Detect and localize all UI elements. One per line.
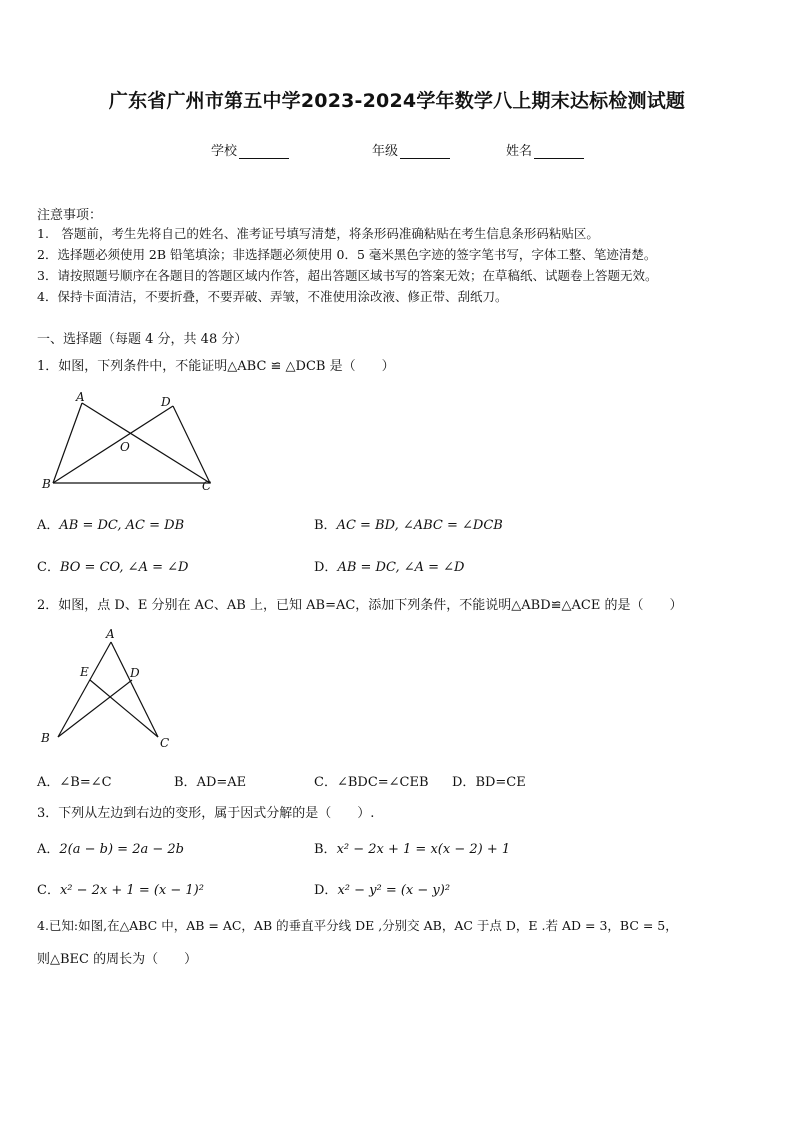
- option-letter: B．: [174, 775, 197, 790]
- school-blank: [239, 144, 289, 159]
- note-item: 3．请按照题号顺序在各题目的答题区域内作答，超出答题区域书写的答案无效；在草稿纸、试题卷上答题无效。: [37, 268, 658, 283]
- name-field: [506, 140, 584, 159]
- option-text: AD=AE: [196, 775, 247, 790]
- question-1-stem: 1．如图，下列条件中，不能证明△ABC ≌ △DCB 是（ ）: [37, 359, 395, 374]
- q3-option-b: [314, 838, 510, 857]
- option-letter: A．: [37, 842, 60, 857]
- option-letter: C．: [37, 560, 60, 575]
- grade-blank: [400, 144, 450, 159]
- name-blank: [534, 144, 584, 159]
- option-letter: C．: [37, 883, 60, 898]
- note-item: 1. 答题前，考生先将自己的姓名、准考证号填写清楚，将条形码准确粘贴在考生信息条形码粘贴区。: [37, 226, 599, 241]
- option-text: 2(a − b) = 2a − 2b: [59, 842, 184, 857]
- q3-option-a: [37, 838, 184, 857]
- option-text: BO = CO, ∠A = ∠D: [59, 560, 189, 575]
- q1-option-a: [37, 514, 184, 533]
- q1-label-o: O: [120, 440, 130, 454]
- option-text: AB = DC, AC = DB: [59, 518, 185, 533]
- option-text: x² − 2x + 1 = (x − 1)²: [59, 883, 204, 898]
- q2-option-d: [452, 771, 526, 790]
- q1-option-d: [314, 556, 464, 575]
- grade-label: 年级: [372, 144, 399, 159]
- option-text: ∠B=∠C: [59, 775, 112, 790]
- school-label: 学校: [211, 144, 238, 159]
- name-label: 姓名: [506, 144, 533, 159]
- option-text: x² − y² = (x − y)²: [337, 883, 451, 898]
- school-field: [211, 140, 289, 159]
- q2-label-c: C: [160, 736, 170, 750]
- q3-option-c: [37, 879, 204, 898]
- option-text: x² − 2x + 1 = x(x − 2) + 1: [336, 842, 511, 857]
- option-letter: D．: [452, 775, 476, 790]
- q2-option-b: [174, 771, 246, 790]
- option-text: AC = BD, ∠ABC = ∠DCB: [336, 518, 503, 533]
- question-2-stem: 2．如图，点 D、E 分别在 AC、AB 上，已知 AB=AC，添加下列条件，不能说明△ABD≌△ACE 的是（ ）: [37, 598, 683, 613]
- question-4-line-1: 4.已知:如图,在△ABC 中，AB = AC，AB 的垂直平分线 DE ,分别交 AB，AC 于点 D，E .若 AD = 3，BC = 5，: [37, 918, 678, 933]
- q1-label-b: B: [42, 477, 51, 491]
- q1-option-b: [314, 514, 503, 533]
- q3-option-d: [314, 879, 450, 898]
- question-3-stem: 3．下列从左边到右边的变形，属于因式分解的是（ ）.: [37, 806, 375, 821]
- option-letter: D．: [314, 560, 338, 575]
- q2-option-a: [37, 771, 112, 790]
- q2-label-d: D: [130, 666, 140, 680]
- option-text: AB = DC, ∠A = ∠D: [337, 560, 465, 575]
- option-letter: B．: [314, 842, 337, 857]
- q1-figure: [38, 390, 218, 495]
- question-4-line-2: 则△BEC 的周长为（ ）: [37, 952, 198, 967]
- grade-field: [372, 140, 450, 159]
- q2-label-e: E: [80, 665, 89, 679]
- option-letter: B．: [314, 518, 337, 533]
- page-title: 广东省广州市第五中学2023-2024学年数学八上期末达标检测试题: [108, 90, 686, 112]
- section-heading: 一、选择题（每题 4 分，共 48 分）: [37, 332, 248, 347]
- q1-label-d: D: [161, 395, 171, 409]
- note-item: 4．保持卡面清洁，不要折叠，不要弄破、弄皱，不准使用涂改液、修正带、刮纸刀。: [37, 289, 508, 304]
- q1-label-c: C: [202, 479, 212, 493]
- note-item: 2．选择题必须使用 2B 铅笔填涂；非选择题必须使用 0．5 毫米黑色字迹的签字笔书写，字体工整、笔迹清楚。: [37, 247, 657, 262]
- option-letter: A．: [37, 518, 60, 533]
- q1-option-c: [37, 556, 188, 575]
- q2-label-b: B: [41, 731, 50, 745]
- q2-option-c: [314, 771, 429, 790]
- option-text: ∠BDC=∠CEB: [336, 775, 429, 790]
- option-letter: A．: [37, 775, 60, 790]
- option-letter: D．: [314, 883, 338, 898]
- q2-label-a: A: [106, 627, 115, 641]
- q1-label-a: A: [76, 390, 85, 404]
- notes-heading: 注意事项：: [37, 208, 103, 223]
- option-text: BD=CE: [475, 775, 526, 790]
- option-letter: C．: [314, 775, 337, 790]
- q2-figure: [38, 626, 178, 752]
